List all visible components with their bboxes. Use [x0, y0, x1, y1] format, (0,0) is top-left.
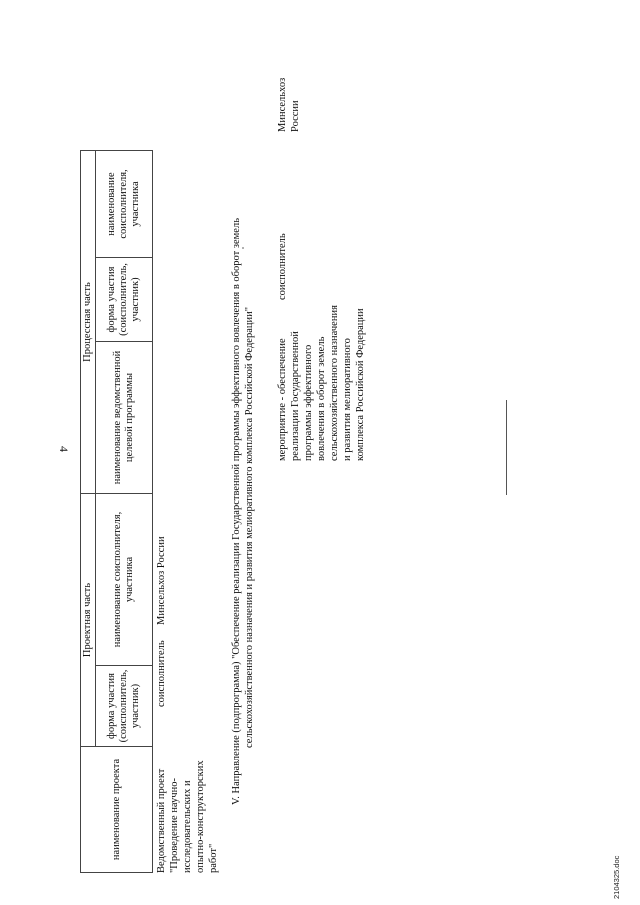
- separator-line: [506, 400, 507, 495]
- row2-form: соисполнитель: [277, 233, 288, 300]
- row1-coexecutor: Минсельхоз России: [156, 536, 167, 625]
- header-form-participation: форма участия (соисполнитель, участник): [96, 666, 153, 747]
- page-number: 4: [57, 446, 71, 452]
- stray-mark: [242, 247, 244, 249]
- header-coexecutor-name: наименование соисполнителя, участника: [96, 494, 153, 666]
- header-form-participation-process: форма участия (соисполнитель, участник): [96, 258, 153, 342]
- header-process-part: Процессная часть: [81, 151, 96, 494]
- header-coexecutor-name-process: наименование соисполнителя, участника: [96, 151, 153, 258]
- row1-form: соисполнитель: [156, 640, 167, 707]
- row1-project-name: Ведомственный проект "Проведение научно-исследовательских и опытно-конструкторских работ": [156, 760, 219, 873]
- section-heading-line2: сельскохозяйственного назначения и развития мелиоративного комплекса Российской Федерации": [244, 306, 255, 748]
- row2-coexecutor: Минсельхоз России: [277, 77, 301, 132]
- header-table: [80, 150, 153, 873]
- header-project-part: Проектная часть: [81, 494, 96, 747]
- header-program-name: наименование ведомственной целевой программы: [96, 342, 153, 494]
- section-heading: [230, 105, 256, 805]
- file-name: 2104325.doc: [612, 855, 621, 899]
- header-project-name: наименование проекта: [81, 747, 153, 873]
- section-heading-line1: V. Направление (подпрограмма) "Обеспечение реализации Государственной программы эффективного вовлечения в оборот земель: [231, 218, 242, 805]
- row2-program: мероприятие - обеспечение реализации Государственной программы эффективного вовлечения в оборот земель сельскохозяйственного назначения и развития мелиоративного комплекса Российской Федерации: [277, 305, 366, 461]
